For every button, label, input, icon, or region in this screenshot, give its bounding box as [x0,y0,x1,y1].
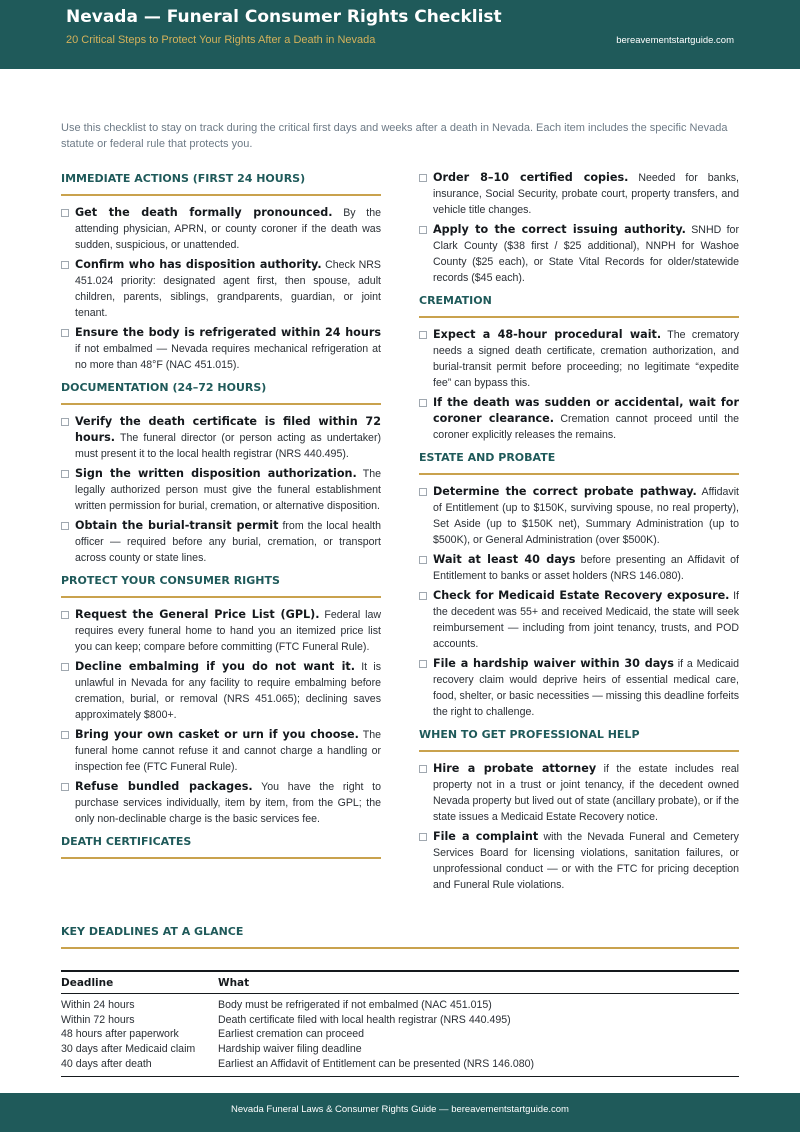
cell-deadline: Within 24 hours [61,999,135,1011]
item-body: if the estate includes real property not in a trust or joint tenancy, if the decedent owned Nevada property but lived out of state (ancillary probate), or if the state issues a Medicaid Estate Recovery notice. [433,763,739,823]
checklist-item [61,257,381,321]
cell-what: Death certificate filed with local health registrar (NRS 440.495) [218,1013,511,1026]
item-body: if not embalmed — Nevada requires mechanical refrigeration at no more than 48°F (NAC 451.015). [75,343,381,371]
checkbox[interactable] [419,488,427,496]
table-row [61,1057,739,1072]
checklist-item [419,656,739,720]
checklist-item [419,761,739,825]
checklist-item [61,414,381,462]
section-heading-cremation: CREMATION [419,294,739,318]
item-body: Check NRS 451.024 priority: designated agent first, then spouse, adult children, parents, siblings, grandparents, guardian, or joint tenant. [75,259,381,319]
cell-what: Hardship waiver filing deadline [218,1043,362,1056]
deadlines-heading: KEY DEADLINES AT A GLANCE [61,925,739,949]
section-certificates [419,170,739,286]
deadlines-table [61,970,739,1077]
checkbox[interactable] [61,611,69,619]
item-lead: File a hardship waiver within 30 days [433,657,674,670]
checklist-item [61,325,381,373]
item-lead: Ensure the body is refrigerated within 24 hours [75,326,381,339]
checklist-item [419,552,739,584]
checkbox[interactable] [419,592,427,600]
item-body: You have the right to purchase services individually, item by item, from the GPL; the only non-declinable charge is the basic services fee. [75,781,381,825]
section-heading-professional: WHEN TO GET PROFESSIONAL HELP [419,728,739,752]
checklist-item [419,588,739,652]
checkbox[interactable] [419,174,427,182]
checklist-item [61,727,381,775]
item-lead: Verify the death certificate is filed within 72 hours. [75,415,381,444]
checklist-item [419,484,739,548]
table-row [61,998,739,1013]
item-body: It is unlawful in Nevada for any facility to require embalming before cremation, burial, or removal (NRS 451.065); declining saves approximately $800+. [75,661,381,721]
section-cremation [419,327,739,443]
checkbox[interactable] [419,226,427,234]
checkbox[interactable] [419,833,427,841]
column-header-deadline: Deadline [61,977,114,989]
intro-text: Use this checklist to stay on track during the critical first days and weeks after a death in Nevada. Each item includes the specific Nevada statute or federal rule that protects you. [61,122,728,150]
page-header [0,0,800,69]
item-lead: Confirm who has disposition authority. [75,258,322,271]
section-consumer [61,607,381,827]
item-lead: Obtain the burial-transit permit [75,519,279,532]
item-body: The funeral home cannot refuse it and cannot charge a handling or inspection fee (FTC Funeral Rule). [75,729,381,773]
checklist-item [419,170,739,218]
section-heading-estate: ESTATE AND PROBATE [419,451,739,475]
cell-deadline: 48 hours after paperwork [61,1028,179,1041]
table-header-row [61,972,739,994]
checkbox[interactable] [61,731,69,739]
page-subtitle: 20 Critical Steps to Protect Your Rights After a Death in Nevada [66,34,376,46]
checkbox[interactable] [61,418,69,426]
item-lead: Apply to the correct issuing authority. [433,223,686,236]
cell-deadline: Within 72 hours [61,1013,135,1026]
cell-what: Body must be refrigerated if not embalmed (NAC 451.015) [218,999,492,1011]
checklist-item [61,607,381,655]
item-body: before presenting an Affidavit of Entitlement to banks or asset holders (NRS 146.080). [433,554,739,582]
checkbox[interactable] [61,663,69,671]
item-body: The funeral director (or person acting as undertaker) must present it to the local health registrar (NRS 440.495). [75,432,381,460]
checklist-item [419,327,739,391]
checklist-item [61,518,381,566]
item-lead: Order 8–10 certified copies. [433,171,629,184]
checkbox[interactable] [61,261,69,269]
cell-what: Earliest an Affidavit of Entitlement can be presented (NRS 146.080) [218,1057,535,1070]
site-name: bereavementstartguide.com [616,35,734,46]
table-body [61,994,739,1076]
table-row [61,1027,739,1042]
checklist-item [61,659,381,723]
item-lead: Decline embalming if you do not want it. [75,660,356,673]
checkbox[interactable] [419,331,427,339]
table-row [61,1013,739,1028]
cell-deadline: 30 days after Medicaid claim [61,1043,196,1056]
item-body: Cremation cannot proceed until the coroner explicitly releases the remains. [433,413,740,441]
item-lead: Sign the written disposition authorization. [75,467,357,480]
item-lead: Get the death formally pronounced. [75,206,333,219]
cell-deadline: 40 days after death [61,1057,152,1070]
section-documentation [61,414,381,566]
item-body: The legally authorized person must give the funeral establishment written permission for burial, cremation, or alternative disposition. [75,468,381,512]
item-lead: Wait at least 40 days [433,553,576,566]
checkbox[interactable] [61,329,69,337]
section-heading-immediate: IMMEDIATE ACTIONS (FIRST 24 HOURS) [61,172,381,196]
item-body: The crematory needs a signed death certificate, cremation authorization, and burial-transit permit before proceeding; no legitimate “expedite fee” can bypass this. [433,329,740,389]
section-heading-documentation: DOCUMENTATION (24–72 HOURS) [61,381,381,405]
checkbox[interactable] [419,765,427,773]
checkbox[interactable] [61,522,69,530]
item-body: from the local health officer — required before any burial, cremation, or transport across county or state lines. [75,520,381,564]
checklist-item [61,205,381,253]
right-column [419,170,739,897]
section-professional [419,761,739,893]
footer-text: Nevada Funeral Laws & Consumer Rights Guide — bereavementstartguide.com [231,1104,569,1115]
page-title: Nevada — Funeral Consumer Rights Checklist [66,7,502,27]
checkbox[interactable] [419,399,427,407]
table-row [61,1042,739,1057]
item-lead: Bring your own casket or urn if you choose. [75,728,359,741]
item-body: with the Nevada Funeral and Cemetery Services Board for licensing violations, sanitation failures, or unprofessional conduct — or with the FTC for pricing deception and Funeral Rule violations. [433,831,739,891]
checkbox[interactable] [419,660,427,668]
checkbox[interactable] [61,783,69,791]
section-estate [419,484,739,720]
checklist-item [419,829,739,893]
item-body: if a Medicaid recovery claim would deprive heirs of essential medical care, food, shelter, or basic necessities — missing this deadline forfeits the right to challenge. [433,658,739,718]
page-footer [0,1093,800,1132]
checkbox[interactable] [61,209,69,217]
item-lead: File a complaint [433,830,539,843]
checklist-item [419,395,739,443]
cell-what: Earliest cremation can proceed [218,1028,365,1041]
item-body: By the attending physician, APRN, or county coroner if the death was sudden, suspicious, or unattended. [75,207,381,251]
item-lead: Request the General Price List (GPL). [75,608,320,621]
checkbox[interactable] [61,470,69,478]
section-immediate [61,205,381,373]
item-lead: Expect a 48-hour procedural wait. [433,328,662,341]
item-body: If the decedent was 55+ and received Medicaid, the state will seek reimbursement — including from joint tenancy, trusts, and POD accounts. [433,590,739,650]
item-lead: If the death was sudden or accidental, wait for coroner clearance. [433,396,739,425]
left-column [61,170,381,868]
item-lead: Determine the correct probate pathway. [433,485,697,498]
item-lead: Refuse bundled packages. [75,780,253,793]
column-header-what: What [218,977,250,989]
checklist-item [419,222,739,286]
item-lead: Check for Medicaid Estate Recovery exposure. [433,589,730,602]
section-heading-consumer: PROTECT YOUR CONSUMER RIGHTS [61,574,381,598]
checklist-item [61,779,381,827]
item-lead: Hire a probate attorney [433,762,597,775]
item-body: Federal law requires every funeral home to hand you an itemized price list you can keep; compare before committing (FTC Funeral Rule). [75,609,381,653]
checklist-item [61,466,381,514]
item-body: SNHD for Clark County ($38 first / $25 additional), NNPH for Washoe County ($25 each), or State Vital Records for older/statewide records ($45 each). [433,224,739,284]
section-heading-certificates: DEATH CERTIFICATES [61,835,381,859]
item-body: Affidavit of Entitlement (up to $150K, surviving spouse, no real property), Set Aside (up to $150K net), Summary Administration (up to $500K), or General Administration (over $500K). [433,486,739,546]
checkbox[interactable] [419,556,427,564]
item-body: Needed for banks, insurance, Social Security, probate court, property transfers, and vehicle title changes. [433,172,739,216]
